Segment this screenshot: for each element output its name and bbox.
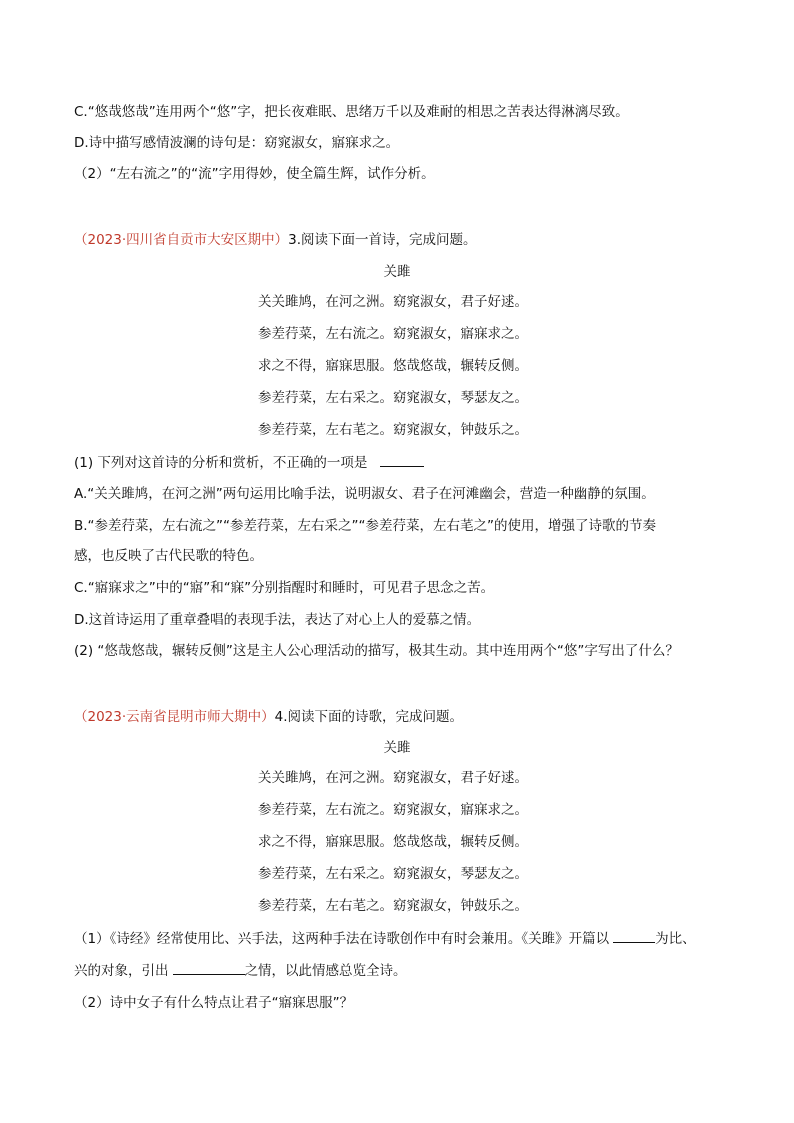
question-3-prompt: 3.阅读下面一首诗，完成问题。 [288,232,477,248]
question-2-text: （2）“左右流之”的“流”字用得妙，使全篇生辉，试作分析。 [74,166,435,182]
question-4-sub-1-cont [74,960,724,981]
poem-line: 参差荇菜，左右流之。窈窕淑女，寤寐求之。 [258,802,528,818]
answer-blank[interactable] [613,928,655,943]
question-4-source: （2023·云南省昆明市师大期中） [74,709,275,725]
question-3-source: （2023·四川省自贡市大安区期中） [74,232,289,248]
question-4-sub-1-text: 为比、 [655,931,696,947]
question-3-sub-1-text: (1) 下列对这首诗的分析和赏析，不正确的一项是 [74,455,368,471]
poem-line: 参差荇菜，左右采之。窈窕淑女，琴瑟友之。 [258,390,528,406]
question-3-sub-1 [74,452,724,473]
poem-line: 参差荇菜，左右采之。窈窕淑女，琴瑟友之。 [258,866,528,882]
question-4-header [74,707,724,727]
poem-line: 参差荇菜，左右流之。窈窕淑女，寤寐求之。 [258,326,528,342]
poem-line: 求之不得，寤寐思服。悠哉悠哉，辗转反侧。 [258,834,528,850]
option-d-text: D.诗中描写感情波澜的诗句是：窈窕淑女，寤寐求之。 [74,135,400,151]
poem-line: 参差荇菜，左右芼之。窈窕淑女，钟鼓乐之。 [258,422,528,438]
poem-title: 关雎 [383,264,411,280]
answer-blank[interactable] [173,960,245,975]
answer-blank[interactable] [380,452,424,467]
option-b-text: B.“参差荇菜，左右流之”“参差荇菜，左右采之”“参差荇菜，左右芼之”的使用，增强了诗歌的节奏 [74,518,657,534]
option-c-text: C.“寤寐求之”中的“寤”和“寐”分别指醒时和睡时，可见君子思念之苦。 [74,580,495,596]
poem-line: 关关雎鸠，在河之洲。窈窕淑女，君子好逑。 [258,770,528,786]
question-4-sub-1-text: （1）《诗经》经常使用比、兴手法，这两种手法在诗歌创作中有时会兼用。《关雎》开篇以 [74,931,610,947]
poem-line: 求之不得，寤寐思服。悠哉悠哉，辗转反侧。 [258,358,528,374]
option-c-text: C.“悠哉悠哉”连用两个“悠”字，把长夜难眠、思绪万千以及难耐的相思之苦表达得淋漓尽致。 [74,104,629,120]
question-4-sub-1-text: 之情，以此情感总览全诗。 [244,963,407,979]
poem-title: 关雎 [383,740,411,756]
question-4-sub-1 [74,928,724,949]
question-3-header [74,230,724,250]
poem-line: 关关雎鸠，在河之洲。窈窕淑女，君子好逑。 [258,294,528,310]
question-4-prompt: 4.阅读下面的诗歌，完成问题。 [274,709,464,725]
question-3-sub-2: (2) “悠哉悠哉，辗转反侧”这是主人公心理活动的描写，极其生动。其中连用两个“悠”字写出了什么？ [74,643,679,659]
option-a-text: A.“关关雎鸠，在河之洲”两句运用比喻手法，说明淑女、君子在河滩幽会，营造一种幽静的氛围。 [74,486,655,502]
question-4-sub-1-text: 兴的对象，引出 [74,963,169,979]
option-b-text-cont: 感，也反映了古代民歌的特色。 [74,548,263,564]
option-d-text: D.这首诗运用了重章叠唱的表现手法，表达了对心上人的爱慕之情。 [74,612,481,628]
poem-line: 参差荇菜，左右芼之。窈窕淑女，钟鼓乐之。 [258,898,528,914]
question-4-sub-2: （2）诗中女子有什么特点让君子“寤寐思服”？ [74,995,354,1011]
